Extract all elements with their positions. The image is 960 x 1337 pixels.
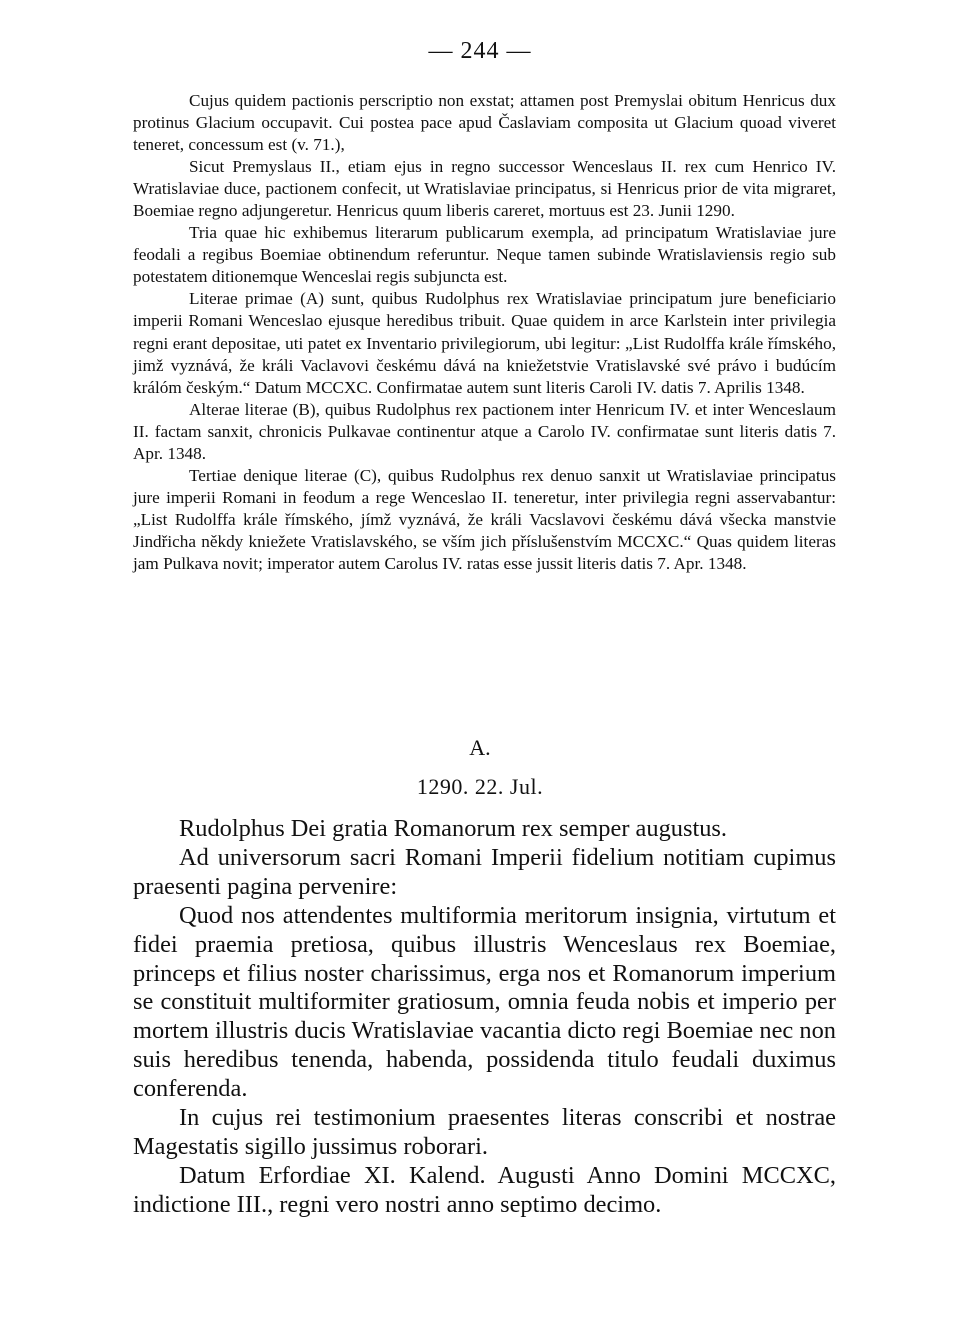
charter-paragraph: Ad universorum sacri Romani Imperii fidelium notitiam cupimus praesenti pagina pervenire:: [133, 843, 836, 900]
section-heading: A.: [469, 735, 491, 760]
intro-paragraph: Sicut Premyslaus II., etiam ejus in regno successor Wenceslaus II. rex cum Henrico IV. Wratislaviae duce, pactionem confecit, ut Wratislaviae principatus, si Henricus prior de vita migraret, Boemiae regno adjungeretur. Henricus quum liberis careret, mortuus est 23. Junii 1290.: [133, 157, 836, 221]
charter-paragraph: Quod nos attendentes multiformia meritorum insignia, virtutum et fidei praemia pretiosa, quibus illustris Wenceslaus rex Boemiae, princeps et filius noster charissimus, erga nos et Romanorum imperium se constituit multiformiter gratiosum, omnia feuda nobis et imperio per mortem illustris ducis Wratislaviae vacantia dicto regi Boemiae nec non suis heredibus tenenda, habenda, possidenda titulo feudali duximus conferenda.: [133, 901, 836, 1103]
section-date: 1290. 22. Jul.: [416, 774, 544, 799]
intro-paragraph: Literae primae (A) sunt, quibus Rudolphus rex Wratislaviae principatum jure beneficiario imperii Romani Wenceslao ejusque heredibus tribuit. Quae quidem in arce Karlstein inter privilegia regni erant depositae, uti patet ex Inventario privilegiorum, ubi legitur: „List Rudolffa krále římského, jimž vyznává, že králi Vaclavovi českému dává na kniežetstvie Vratislavské své právo i budúcím králóm českým.“ Datum MCCXC. Confirmatae autem sunt literis Caroli IV. datis 7. Aprilis 1348.: [133, 289, 836, 397]
intro-paragraph: Alterae literae (B), quibus Rudolphus rex pactionem inter Henricum IV. et inter Wenceslaum II. factam sanxit, chronicis Pulkavae continentur atque a Carolo IV. confirmatae sunt literis datis 7. Apr. 1348.: [133, 399, 836, 463]
charter-paragraph: Datum Erfordiae XI. Kalend. Augusti Anno Domini MCCXC, indictione III., regni vero nostri anno septimo decimo.: [133, 1161, 836, 1218]
intro-paragraph: Cujus quidem pactionis perscriptio non exstat; attamen post Premyslai obitum Henricus dux protinus Glacium occupavit. Cui postea pace apud Časlaviam composita ut Glacium quoad viveret teneret, concessum est (v. 71.),: [133, 91, 836, 155]
intro-paragraph: Tertiae denique literae (C), quibus Rudolphus rex denuo sanxit ut Wratislaviae principatus jure imperii Romani in feodum a rege Wenceslao II. teneretur, inter privilegia regni asservabantur: „List Rudolffa krále římského, jímž vyznává, že králi Vacslavovi českému dává všecka manstvie Jindřicha někdy kniežete Vratislavského, se vším jich příslušenstvím MCCXC.“ Quas quidem literas jam Pulkava novit; imperator autem Carolus IV. ratas esse jussit literis datis 7. Apr. 1348.: [133, 465, 836, 573]
page-number: — 244 —: [428, 38, 532, 64]
intro-paragraph: Tria quae hic exhibemus literarum publicarum exempla, ad principatum Wratislaviae jure feodali a regibus Boemiae obtinendum referuntur. Neque tamen subinde Wratislaviensis regio sub potestatem ditionemque Wenceslai regis subjuncta est.: [133, 223, 836, 287]
introduction-text: [133, 90, 836, 575]
charter-text: [133, 815, 836, 1220]
charter-paragraph: Rudolphus Dei gratia Romanorum rex semper augustus.: [179, 815, 728, 842]
charter-paragraph: In cujus rei testimonium praesentes literas conscribi et nostrae Magestatis sigillo jussimus roborari.: [133, 1104, 836, 1160]
